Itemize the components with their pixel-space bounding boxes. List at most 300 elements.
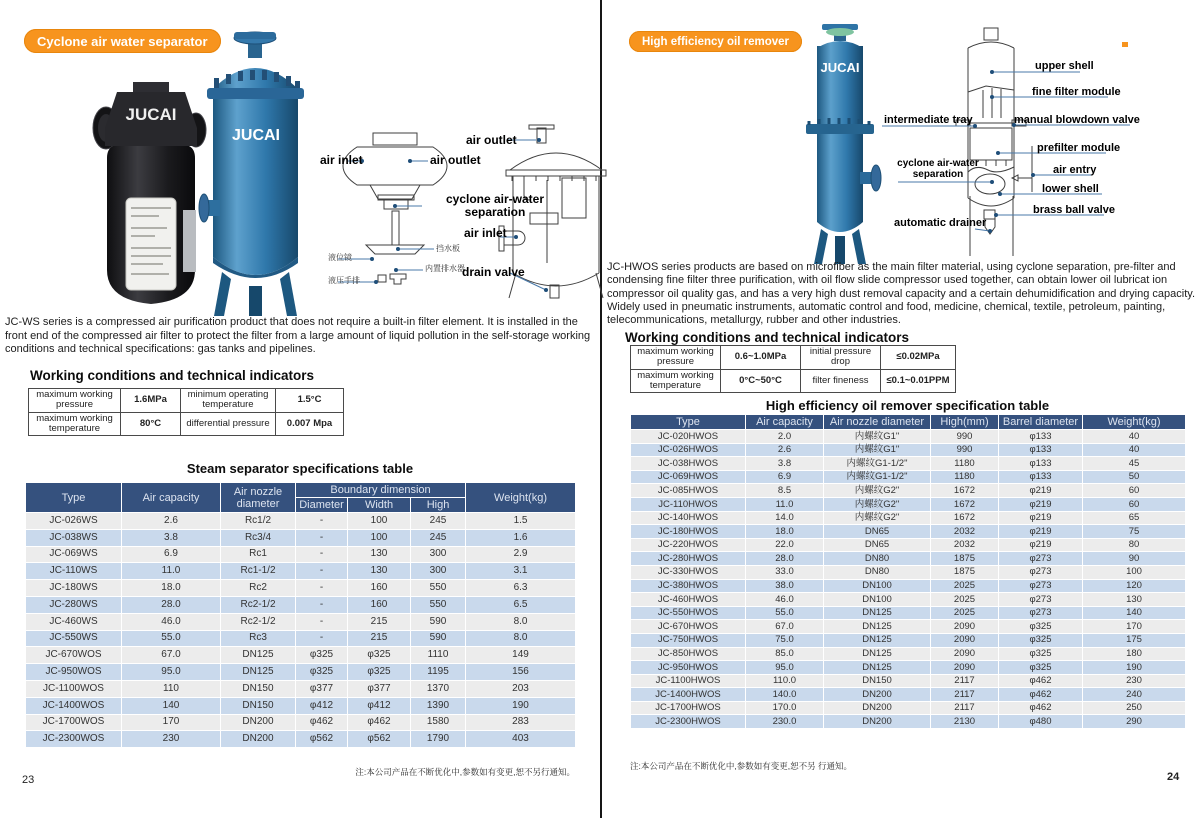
table-cell: φ273: [999, 593, 1083, 607]
table-cell: φ133: [999, 457, 1083, 471]
label-manual-blowdown-valve: manual blowdown valve: [1014, 114, 1140, 126]
table-cell: 40: [1083, 430, 1186, 444]
table-row: [26, 529, 576, 546]
table-cell: φ325: [999, 661, 1083, 675]
table-row: [631, 470, 1186, 484]
table-cell: 8.0: [466, 613, 576, 630]
table-cell: 245: [411, 513, 466, 530]
table-cell: 60: [1083, 484, 1186, 498]
col-header-barrel: Barrel diameter: [999, 415, 1083, 430]
table-cell: 149: [466, 647, 576, 664]
table-cell: JC-670HWOS: [631, 620, 746, 634]
table-cell: φ325: [999, 647, 1083, 661]
table-cell: 50: [1083, 470, 1186, 484]
table-cell: Rc1/2: [221, 513, 296, 530]
table-cell: 2090: [931, 661, 999, 675]
table-cell: 75: [1083, 525, 1186, 539]
left-page-title-badge: Cyclone air water separator: [24, 29, 221, 53]
table-cell: 67.0: [122, 647, 221, 664]
page-divider: [600, 0, 602, 818]
table-cell: DN125: [824, 633, 931, 647]
table-cell: 190: [466, 697, 576, 714]
table-cell: 2.6: [122, 513, 221, 530]
table-cell: 550: [411, 596, 466, 613]
table-cell: 1370: [411, 680, 466, 697]
col-header-capacity: Air capacity: [122, 483, 221, 513]
table-cell: 28.0: [746, 552, 824, 566]
brand-text: JUCAI: [125, 105, 177, 124]
table-cell: φ412: [348, 697, 411, 714]
table-cell: JC-026HWOS: [631, 443, 746, 457]
table-cell: φ219: [999, 538, 1083, 552]
table-cell: 230: [122, 731, 221, 748]
table-cell: 170.0: [746, 701, 824, 715]
table-cell: 33.0: [746, 565, 824, 579]
table-cell: 75.0: [746, 633, 824, 647]
table-cell: -: [296, 529, 348, 546]
table-cell: maximum working pressure: [29, 389, 121, 413]
label-automatic-drainer: automatic drainer: [894, 217, 987, 229]
table-row: [631, 369, 956, 393]
table-cell: JC-850HWOS: [631, 647, 746, 661]
table-cell: DN80: [824, 565, 931, 579]
col-header-high: High(mm): [931, 415, 999, 430]
table-cell: 2.0: [746, 430, 824, 444]
table-cell: 2090: [931, 647, 999, 661]
table-cell: JC-670WOS: [26, 647, 122, 664]
table-cell: 0.6~1.0MPa: [721, 346, 801, 370]
table-cell: 1.5: [466, 513, 576, 530]
table-row: [26, 596, 576, 613]
table-cell: JC-950HWOS: [631, 661, 746, 675]
table-cell: 2117: [931, 688, 999, 702]
label-built-in-drainer: 内置排水器: [425, 264, 465, 273]
table-cell: ≤0.02MPa: [881, 346, 956, 370]
table-cell: 100: [1083, 565, 1186, 579]
left-description: JC-WS series is a compressed air purification product that does not require a built-in filter element. It is installed in the front end of the compressed air filter to protect the filter from a large amount of liquid pollution in the self-storage working conditions and technical specifications: gas tanks and pipelines.: [5, 316, 591, 356]
table-cell: DN125: [221, 664, 296, 681]
table-cell: 990: [931, 443, 999, 457]
table-cell: 2.9: [466, 546, 576, 563]
table-cell: φ462: [999, 701, 1083, 715]
table-cell: 1110: [411, 647, 466, 664]
col-header-type: Type: [26, 483, 122, 513]
table-row: [26, 563, 576, 580]
right-spec-table: [630, 414, 1185, 729]
table-cell: φ219: [999, 525, 1083, 539]
left-spec-title: Steam separator specifications table: [186, 461, 414, 476]
table-cell: JC-038HWOS: [631, 457, 746, 471]
table-cell: Rc1: [221, 546, 296, 563]
table-cell: 11.0: [122, 563, 221, 580]
table-cell: 11.0: [746, 497, 824, 511]
table-cell: 250: [1083, 701, 1186, 715]
table-cell: 110.0: [746, 674, 824, 688]
table-cell: Rc2-1/2: [221, 596, 296, 613]
table-cell: JC-038WS: [26, 529, 122, 546]
table-cell: 内螺纹G2": [824, 511, 931, 525]
table-cell: φ219: [999, 484, 1083, 498]
table-cell: JC-069HWOS: [631, 470, 746, 484]
table-cell: 1875: [931, 552, 999, 566]
label-manual-drain: 液压手排: [328, 276, 360, 285]
label-prefilter-module: prefilter module: [1037, 142, 1121, 154]
table-cell: JC-026WS: [26, 513, 122, 530]
table-cell: 45: [1083, 457, 1186, 471]
table-cell: 110: [122, 680, 221, 697]
table-cell: 内螺纹G1": [824, 430, 931, 444]
label-fine-filter-module: fine filter module: [1032, 86, 1121, 98]
table-cell: 46.0: [122, 613, 221, 630]
table-cell: JC-280HWOS: [631, 552, 746, 566]
table-row: [26, 546, 576, 563]
table-cell: 2025: [931, 579, 999, 593]
table-cell: 100: [348, 529, 411, 546]
table-cell: 1672: [931, 497, 999, 511]
table-cell: DN100: [824, 593, 931, 607]
table-cell: φ562: [296, 731, 348, 748]
table-cell: 内螺纹G1-1/2": [824, 470, 931, 484]
table-cell: JC-180HWOS: [631, 525, 746, 539]
table-cell: -: [296, 630, 348, 647]
brand-text: JUCAI: [231, 127, 281, 144]
table-cell: JC-140HWOS: [631, 511, 746, 525]
table-cell: 40: [1083, 443, 1186, 457]
table-cell: 2032: [931, 538, 999, 552]
label-level-gauge: 液位镜: [328, 253, 352, 262]
table-cell: 6.9: [746, 470, 824, 484]
table-cell: DN150: [221, 680, 296, 697]
table-cell: φ412: [296, 697, 348, 714]
table-row: [631, 484, 1186, 498]
table-cell: φ219: [999, 497, 1083, 511]
left-working-heading: Working conditions and technical indicators: [30, 368, 315, 383]
table-row: [631, 346, 956, 370]
table-row: [631, 674, 1186, 688]
table-cell: 215: [348, 613, 411, 630]
col-header-capacity: Air capacity: [746, 415, 824, 430]
table-cell: -: [296, 596, 348, 613]
table-cell: 590: [411, 613, 466, 630]
table-cell: φ325: [348, 647, 411, 664]
table-row: [26, 680, 576, 697]
table-cell: Rc1-1/2: [221, 563, 296, 580]
table-cell: JC-460WS: [26, 613, 122, 630]
table-cell: 2117: [931, 701, 999, 715]
table-row: [631, 593, 1186, 607]
table-cell: 60: [1083, 497, 1186, 511]
table-cell: 8.5: [746, 484, 824, 498]
table-cell: 3.8: [122, 529, 221, 546]
table-cell: 1672: [931, 511, 999, 525]
table-cell: JC-085HWOS: [631, 484, 746, 498]
table-cell: 160: [348, 580, 411, 597]
table-cell: DN150: [824, 674, 931, 688]
table-cell: JC-550WS: [26, 630, 122, 647]
table-cell: -: [296, 546, 348, 563]
table-row: [26, 647, 576, 664]
table-cell: Rc2-1/2: [221, 613, 296, 630]
right-working-heading: Working conditions and technical indicators: [625, 330, 910, 345]
table-cell: φ325: [999, 620, 1083, 634]
left-working-table: [28, 388, 344, 436]
table-row: [631, 443, 1186, 457]
table-cell: 240: [1083, 688, 1186, 702]
table-cell: 14.0: [746, 511, 824, 525]
table-cell: 170: [1083, 620, 1186, 634]
table-cell: DN100: [824, 579, 931, 593]
label-lower-shell: lower shell: [1042, 183, 1099, 195]
table-cell: 65: [1083, 511, 1186, 525]
table-cell: 290: [1083, 715, 1186, 729]
table-cell: 2090: [931, 633, 999, 647]
table-cell: initial pressure drop: [801, 346, 881, 370]
table-cell: 28.0: [122, 596, 221, 613]
table-cell: 190: [1083, 661, 1186, 675]
table-cell: 130: [1083, 593, 1186, 607]
col-header-high: High: [411, 498, 466, 513]
table-cell: 1790: [411, 731, 466, 748]
label-tank-drain-valve: drain valve: [462, 265, 525, 279]
left-table-note: 注:本公司产品在不断优化中,参数如有变更,恕不另行通知。: [355, 767, 575, 777]
table-row: [631, 511, 1186, 525]
table-cell: JC-2300WOS: [26, 731, 122, 748]
table-cell: maximum working pressure: [631, 346, 721, 370]
table-cell: 1390: [411, 697, 466, 714]
col-header-weight: Weight(kg): [1083, 415, 1186, 430]
table-cell: 1.6: [466, 529, 576, 546]
table-row: [26, 731, 576, 748]
table-cell: 160: [348, 596, 411, 613]
table-cell: 0°C~50°C: [721, 369, 801, 393]
table-cell: 46.0: [746, 593, 824, 607]
table-cell: 1180: [931, 470, 999, 484]
table-cell: φ462: [296, 714, 348, 731]
table-cell: JC-110WS: [26, 563, 122, 580]
label-upper-shell: upper shell: [1035, 60, 1094, 72]
table-cell: φ273: [999, 579, 1083, 593]
right-table-note: 注:本公司产品在不断优化中,参数如有变更,恕不另 行通知。: [630, 761, 852, 771]
table-cell: 1180: [931, 457, 999, 471]
table-cell: JC-550HWOS: [631, 606, 746, 620]
table-cell: 215: [348, 630, 411, 647]
label-cyclone-separation-line2: separation: [464, 204, 526, 219]
table-cell: 1875: [931, 565, 999, 579]
table-cell: JC-1400WOS: [26, 697, 122, 714]
oil-remover-product-image: [798, 24, 884, 264]
black-filter-product-image: [95, 80, 205, 310]
table-cell: 55.0: [122, 630, 221, 647]
table-cell: 内螺纹G1-1/2": [824, 457, 931, 471]
table-cell: φ325: [348, 664, 411, 681]
table-row: [631, 552, 1186, 566]
label-cyclone-separation-line2: separation: [912, 168, 964, 180]
table-cell: -: [296, 513, 348, 530]
table-cell: 3.8: [746, 457, 824, 471]
table-row: [631, 565, 1186, 579]
table-cell: φ480: [999, 715, 1083, 729]
table-row: [26, 513, 576, 530]
table-cell: φ377: [296, 680, 348, 697]
table-cell: 内螺纹G2": [824, 497, 931, 511]
table-cell: φ273: [999, 565, 1083, 579]
right-description: JC-HWOS series products are based on microfiber as the main filter material, using cyclone separation, pre-filter and condensing fine filter three purification, with oil flow slide compressor used together, can obtain lower oil lubricat ion compressor oil quality gas, and has a very high dust removal capacity and a certain dehumidification and drying capacity. Widely used in pneumatic instruments, automatic control and food, medicine, chemical, textile, petroleum, painting, telecommunications, metallurgy, rubber and other industries.: [607, 261, 1196, 327]
table-cell: 67.0: [746, 620, 824, 634]
table-row: [26, 664, 576, 681]
label-tank-air-outlet: air outlet: [466, 133, 517, 147]
table-cell: φ325: [296, 647, 348, 664]
table-cell: JC-1100HWOS: [631, 674, 746, 688]
brand-text: JUCAI: [820, 60, 860, 75]
table-cell: DN200: [221, 731, 296, 748]
table-cell: DN200: [221, 714, 296, 731]
table-cell: 100: [348, 513, 411, 530]
right-working-table: [630, 345, 956, 393]
table-row: [631, 497, 1186, 511]
table-cell: 38.0: [746, 579, 824, 593]
table-cell: φ133: [999, 470, 1083, 484]
table-cell: DN125: [824, 606, 931, 620]
table-cell: maximum working temperature: [631, 369, 721, 393]
table-cell: 140: [1083, 606, 1186, 620]
table-cell: φ462: [999, 674, 1083, 688]
table-cell: 990: [931, 430, 999, 444]
table-cell: -: [296, 563, 348, 580]
left-page-number: 23: [22, 774, 35, 786]
table-cell: ≤0.1~0.01PPM: [881, 369, 956, 393]
table-row: [631, 525, 1186, 539]
table-row: [26, 697, 576, 714]
table-cell: 6.3: [466, 580, 576, 597]
table-cell: filter fineness: [801, 369, 881, 393]
table-cell: φ133: [999, 430, 1083, 444]
label-brass-ball-valve: brass ball valve: [1033, 204, 1115, 216]
table-cell: JC-1400HWOS: [631, 688, 746, 702]
table-cell: 2130: [931, 715, 999, 729]
table-cell: DN200: [824, 701, 931, 715]
table-row: [26, 630, 576, 647]
table-cell: 175: [1083, 633, 1186, 647]
table-cell: 230: [1083, 674, 1186, 688]
table-row: [26, 613, 576, 630]
table-cell: φ562: [348, 731, 411, 748]
table-row: [631, 457, 1186, 471]
table-cell: φ377: [348, 680, 411, 697]
table-cell: Rc3: [221, 630, 296, 647]
table-cell: φ462: [999, 688, 1083, 702]
table-cell: maximum working temperature: [29, 412, 121, 436]
table-cell: -: [296, 613, 348, 630]
table-cell: DN125: [824, 647, 931, 661]
table-cell: JC-1700WOS: [26, 714, 122, 731]
table-cell: 1672: [931, 484, 999, 498]
table-cell: DN200: [824, 715, 931, 729]
table-row: [631, 701, 1186, 715]
table-row: [631, 538, 1186, 552]
label-water-baffle: 挡水板: [436, 244, 460, 253]
label-cyclone-separation-line1: cyclone air-water: [897, 158, 979, 169]
table-cell: 8.0: [466, 630, 576, 647]
table-cell: φ273: [999, 552, 1083, 566]
table-row: [631, 430, 1186, 444]
table-cell: φ273: [999, 606, 1083, 620]
table-cell: 95.0: [746, 661, 824, 675]
table-cell: JC-069WS: [26, 546, 122, 563]
table-cell: 内螺纹G2": [824, 484, 931, 498]
col-header-weight: Weight(kg): [466, 483, 576, 513]
table-cell: JC-1100WOS: [26, 680, 122, 697]
table-cell: JC-280WS: [26, 596, 122, 613]
table-row: [29, 389, 344, 413]
label-cyclone-separation-line1: cyclone air-water: [445, 192, 545, 206]
table-cell: JC-950WOS: [26, 664, 122, 681]
table-cell: DN80: [824, 552, 931, 566]
table-cell: JC-220HWOS: [631, 538, 746, 552]
table-row: [631, 688, 1186, 702]
table-cell: 2032: [931, 525, 999, 539]
table-row: [631, 579, 1186, 593]
label-air-entry: air entry: [1053, 164, 1097, 176]
table-cell: 230.0: [746, 715, 824, 729]
col-header-nozzle: Air nozzle diameter: [824, 415, 931, 430]
table-cell: 1195: [411, 664, 466, 681]
label-intermediate-tray: intermediate tray: [884, 114, 973, 126]
table-cell: 55.0: [746, 606, 824, 620]
table-row: [26, 714, 576, 731]
table-cell: 283: [466, 714, 576, 731]
right-page-title-badge: High efficiency oil remover: [629, 31, 802, 52]
table-cell: 1.5°C: [276, 389, 344, 413]
table-cell: 95.0: [122, 664, 221, 681]
col-header-boundary: Boundary dimension: [296, 483, 466, 498]
table-cell: 2025: [931, 593, 999, 607]
table-row: [631, 633, 1186, 647]
right-page-number: 24: [1167, 771, 1180, 783]
label-air-outlet: air outlet: [430, 153, 481, 167]
table-cell: differential pressure: [181, 412, 276, 436]
col-header-type: Type: [631, 415, 746, 430]
table-row: [631, 715, 1186, 729]
table-cell: DN125: [221, 647, 296, 664]
table-cell: 550: [411, 580, 466, 597]
table-cell: φ325: [999, 633, 1083, 647]
table-cell: 0.007 Mpa: [276, 412, 344, 436]
table-cell: 403: [466, 731, 576, 748]
label-air-inlet: air inlet: [320, 153, 363, 167]
table-cell: DN65: [824, 525, 931, 539]
table-cell: DN65: [824, 538, 931, 552]
table-cell: -: [296, 580, 348, 597]
table-cell: JC-1700HWOS: [631, 701, 746, 715]
table-row: [631, 647, 1186, 661]
table-cell: 590: [411, 630, 466, 647]
table-cell: DN125: [824, 661, 931, 675]
table-cell: 内螺纹G1": [824, 443, 931, 457]
table-cell: 1.6MPa: [121, 389, 181, 413]
table-cell: 156: [466, 664, 576, 681]
left-spec-table: [25, 482, 575, 748]
table-cell: 18.0: [122, 580, 221, 597]
table-cell: 2025: [931, 606, 999, 620]
table-row: [631, 606, 1186, 620]
table-cell: 6.9: [122, 546, 221, 563]
table-cell: 170: [122, 714, 221, 731]
right-spec-title: High efficiency oil remover specification table: [765, 398, 1050, 413]
table-cell: φ219: [999, 511, 1083, 525]
table-row: [631, 661, 1186, 675]
table-cell: 90: [1083, 552, 1186, 566]
table-cell: JC-020HWOS: [631, 430, 746, 444]
